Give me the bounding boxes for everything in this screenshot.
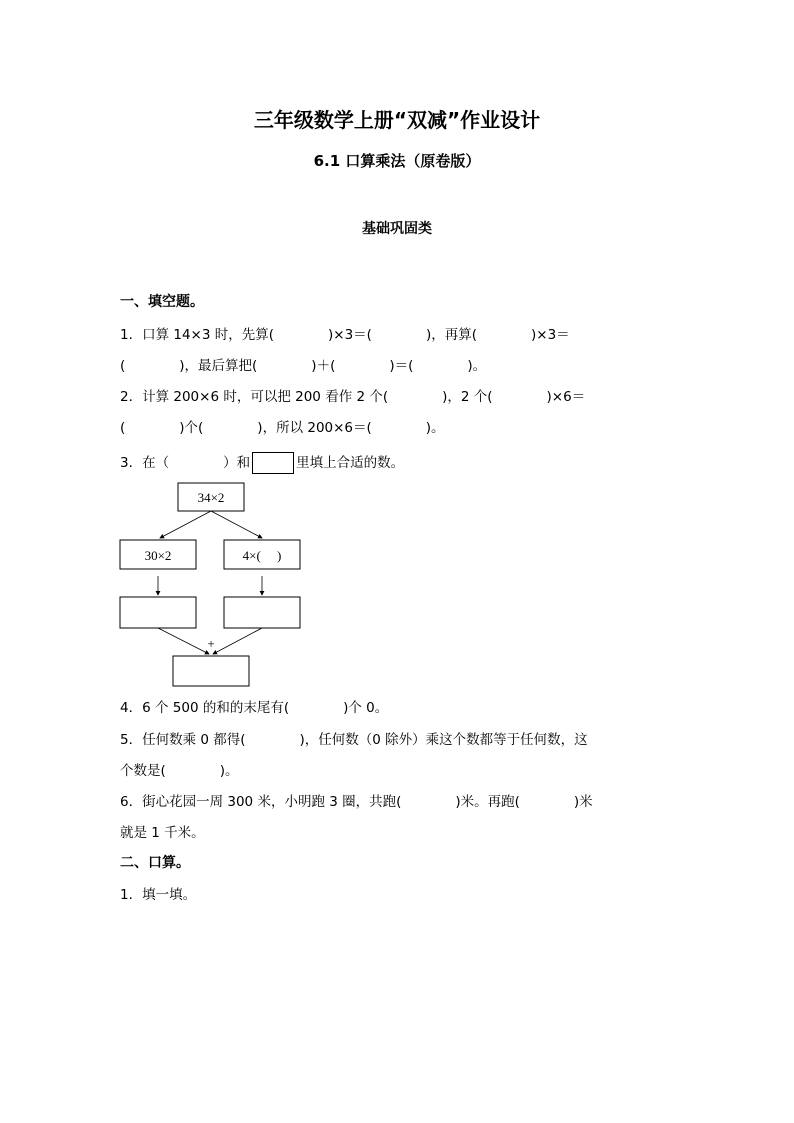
document-subtitle: 6.1 口算乘法（原卷版） (313, 152, 481, 170)
q6-line2: 就是 1 千米。 (120, 825, 205, 841)
q3-suffix: 里填上合适的数。 (296, 455, 405, 471)
branch-arrow-right (211, 511, 262, 538)
plus-sign: + (207, 636, 215, 651)
right-box-label: 4×( ) (242, 548, 282, 563)
q3-prefix: 3．在（ ）和 (120, 455, 251, 471)
q3-line (120, 451, 404, 474)
left-result-box (120, 597, 196, 628)
merge-arrow-right (213, 628, 262, 654)
decomposition-diagram (110, 476, 320, 692)
merge-arrow-left (158, 628, 209, 654)
top-box-label: 34×2 (197, 490, 225, 505)
q1-line1: 1．口算 14×3 时，先算( )×3＝( )，再算( )×3＝ (120, 327, 570, 343)
part2-q1: 1．填一填。 (120, 887, 197, 903)
q5-line1: 5．任何数乘 0 都得( )，任何数（0 除外）乘这个数都等于任何数，这 (120, 732, 588, 748)
q4-line: 4．6 个 500 的和的末尾有( )个 0。 (120, 700, 389, 716)
left-box-label: 30×2 (144, 548, 172, 563)
q1-line2: ( )，最后算把( )＋( )＝( )。 (120, 358, 487, 374)
sum-box (173, 656, 249, 686)
part1-heading: 一、填空题。 (120, 294, 204, 310)
right-result-box (224, 597, 300, 628)
part2-heading: 二、口算。 (120, 855, 190, 871)
q2-line1: 2．计算 200×6 时，可以把 200 看作 2 个( )，2 个( )×6＝ (120, 389, 586, 405)
section-label: 基础巩固类 (362, 221, 432, 237)
q5-line2: 个数是( )。 (120, 763, 239, 779)
document-title: 三年级数学上册“双减”作业设计 (253, 108, 541, 132)
answer-box (252, 452, 294, 474)
branch-arrow-left (160, 511, 211, 538)
q2-line2: ( )个( )，所以 200×6＝( )。 (120, 420, 445, 436)
q6-line1: 6．街心花园一周 300 米，小明跑 3 圈，共跑( )米。再跑( )米 (120, 794, 593, 810)
